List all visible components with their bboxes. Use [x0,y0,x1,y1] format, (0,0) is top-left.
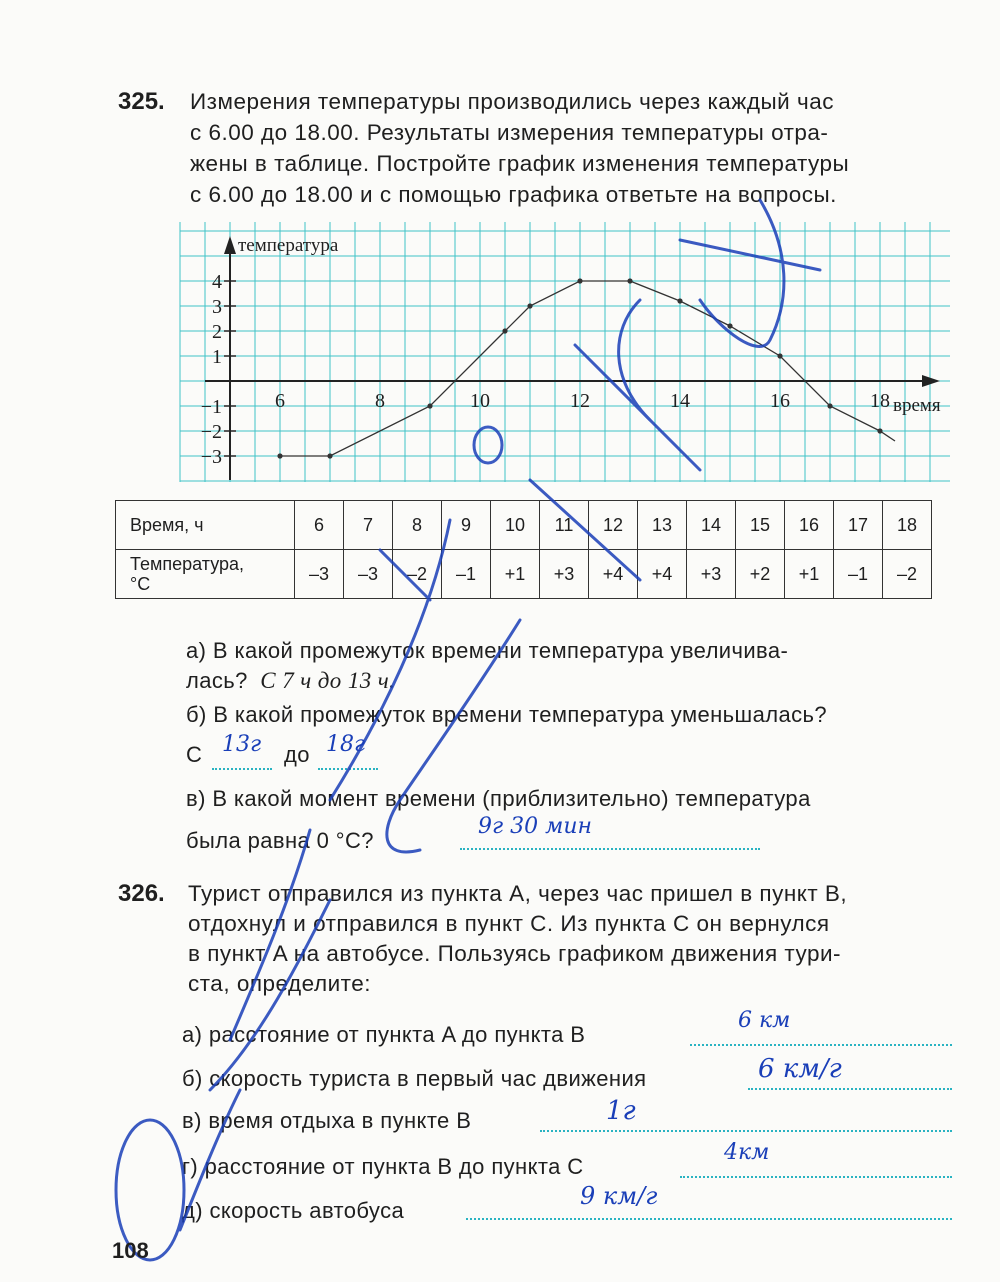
task-326-answer-c: 1г [606,1096,636,1126]
hour-cell: 9 [442,501,491,550]
page-number: 108 [112,1238,149,1263]
task-325-line: Измерения температуры производились через каждый час [190,89,834,114]
task-326-line: Турист отправился из пункта A, через час пришел в пункт B, [188,881,848,906]
temperature-header-line1: Температура, [130,554,245,574]
question-b-to-answer: 18г [326,732,366,757]
task-325-line: с 6.00 до 18.00. Результаты измерения температуры отра- [190,120,829,145]
question-c-answer: 9г 30 мин [478,814,592,839]
temp-cell: +2 [736,550,785,599]
pen-stroke [210,900,330,1090]
temp-cell: –2 [393,550,442,599]
hour-cell: 17 [834,501,883,550]
hour-cell: 15 [736,501,785,550]
pen-stroke [619,300,650,420]
task-326-item-e: д) скорость автобуса [182,1198,405,1223]
temp-cell: –1 [834,550,883,599]
y-tick-label: −2 [200,421,222,443]
question-c-line2: была равна 0 °С? [186,828,374,853]
hour-cell: 8 [393,501,442,550]
task-number-325: 325. [118,88,165,115]
question-b-from-answer: 13г [222,732,262,757]
task-326-answer-d: 4км [724,1140,770,1165]
temp-cell: +4 [589,550,638,599]
task-326-line: в пункт A на автобусе. Пользуясь графиком движения тури- [188,941,842,966]
hour-cell: 7 [344,501,393,550]
y-tick-label: 3 [212,296,222,318]
pen-stroke [474,427,502,463]
hour-cell: 18 [883,501,932,550]
question-b-to-label: до [284,742,310,767]
time-header: Время, ч [116,501,295,550]
x-tick-label: 12 [570,390,590,412]
hour-cell: 14 [687,501,736,550]
task-326-item-a: а) расстояние от пункта A до пункта B [182,1022,586,1047]
pen-stroke [380,550,430,600]
hour-cell: 16 [785,501,834,550]
temp-cell: +1 [491,550,540,599]
task-326-item-d: г) расстояние от пункта B до пункта C [182,1154,584,1179]
hour-cell: 13 [638,501,687,550]
task-326-line: отдохнул и отправился в пункт C. Из пункта C он вернулся [188,911,830,936]
hour-cell: 12 [589,501,638,550]
temp-cell: +4 [638,550,687,599]
x-tick-label: 16 [770,390,790,412]
task-325-line: жены в таблице. Постройте график изменения температуры [190,151,850,176]
y-axis-label: температура [238,235,339,256]
y-tick-label: 2 [212,321,222,343]
x-tick-label: 14 [670,390,690,412]
hour-cell: 11 [540,501,589,550]
task-326-line: ста, определите: [188,971,371,996]
x-tick-label: 6 [275,390,285,412]
hour-cell: 10 [491,501,540,550]
task-326-answer-a: 6 км [738,1008,791,1033]
question-c-line1: в) В какой момент времени (приблизительно) температура [186,786,811,811]
x-tick-label: 18 [870,390,890,412]
x-tick-label: 8 [375,390,385,412]
x-axis-label: время [893,395,941,416]
temp-cell: –2 [883,550,932,599]
question-a-answer: С 7 ч до 13 ч. [260,668,396,693]
pen-stroke [700,200,784,346]
y-tick-label: −1 [200,396,222,418]
task-326-answer-e: 9 км/г [580,1182,658,1210]
y-tick-label: 1 [212,346,222,368]
temp-cell: –3 [344,550,393,599]
task-325-line: с 6.00 до 18.00 и с помощью графика ответьте на вопросы. [190,182,837,207]
temp-cell: –1 [442,550,491,599]
task-326-answer-b: 6 км/г [758,1054,842,1084]
temp-cell: +3 [687,550,736,599]
pen-stroke [530,480,640,580]
task-326-item-c: в) время отдыха в пункте B [182,1108,472,1133]
temp-cell: +3 [540,550,589,599]
task-number-326: 326. [118,880,165,907]
x-tick-label: 10 [470,390,490,412]
pen-stroke [680,240,820,270]
question-a-line2-text: лась? [186,668,248,693]
question-b-from-label: С [186,742,203,767]
temp-cell: +1 [785,550,834,599]
hour-cell: 6 [295,501,344,550]
temperature-header-line2: °С [130,574,151,594]
question-b-line1: б) В какой промежуток времени температура уменьшалась? [186,702,827,727]
y-tick-label: −3 [200,446,222,468]
temp-cell: –3 [295,550,344,599]
y-tick-label: 4 [212,271,222,293]
pen-stroke [180,1090,240,1230]
question-a-line1: а) В какой промежуток времени температура увеличива- [186,638,789,663]
task-326-item-b: б) скорость туриста в первый час движения [182,1066,647,1091]
